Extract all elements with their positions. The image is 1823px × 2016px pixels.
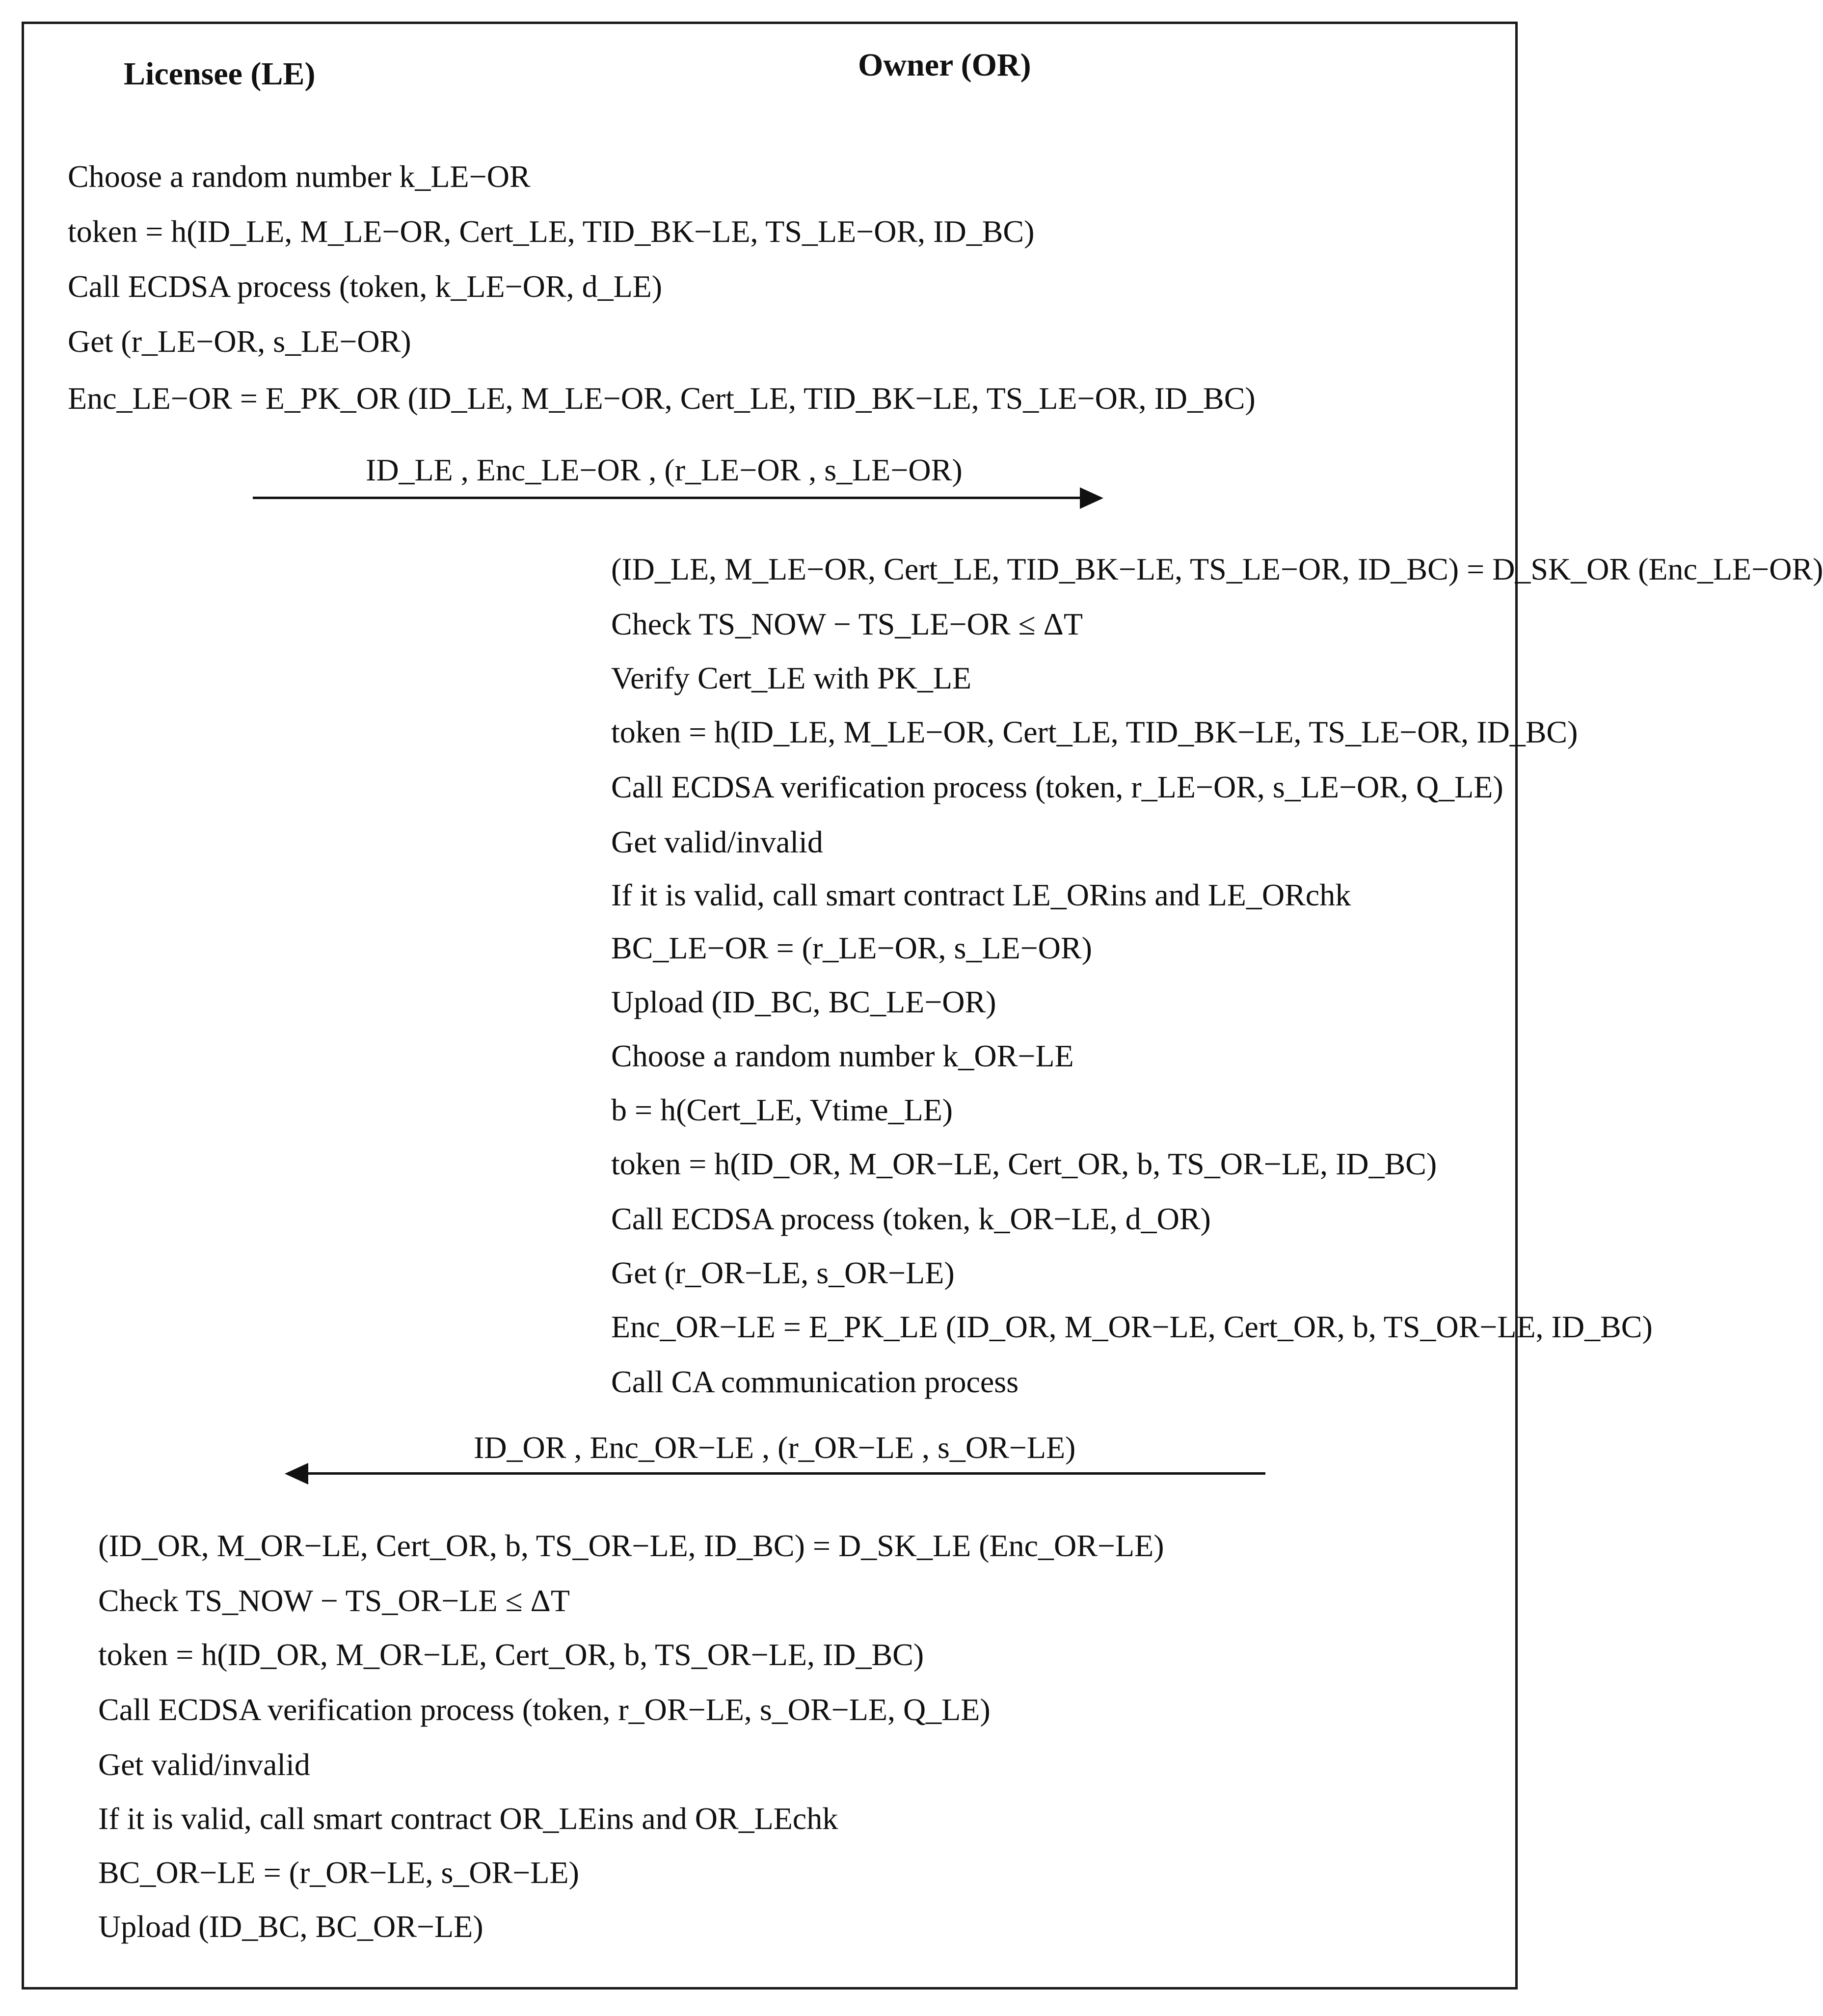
le-final-step-7: BC_OR−LE = (r_OR−LE, s_OR−LE) — [98, 1855, 579, 1890]
le-step-3: Call ECDSA process (token, k_LE−OR, d_LE) — [68, 269, 663, 304]
or-step-6: Get valid/invalid — [611, 824, 823, 859]
message-or-to-le-label: ID_OR , Enc_OR−LE , (r_OR−LE , s_OR−LE) — [474, 1430, 1076, 1465]
le-final-step-8: Upload (ID_BC, BC_OR−LE) — [98, 1909, 483, 1944]
or-step-9: Upload (ID_BC, BC_LE−OR) — [611, 984, 996, 1019]
owner-header: Owner (OR) — [858, 47, 1031, 83]
or-step-12: token = h(ID_OR, M_OR−LE, Cert_OR, b, TS_OR−LE, ID_BC) — [611, 1146, 1437, 1181]
le-final-step-5: Get valid/invalid — [98, 1747, 310, 1782]
le-step-2: token = h(ID_LE, M_LE−OR, Cert_LE, TID_BK−LE, TS_LE−OR, ID_BC) — [68, 214, 1035, 249]
licensee-header: Licensee (LE) — [124, 56, 316, 92]
or-step-2: Check TS_NOW − TS_LE−OR ≤ ΔT — [611, 607, 1083, 641]
arrow-le-to-or-shaft — [253, 497, 1087, 499]
or-step-16: Call CA communication process — [611, 1364, 1019, 1399]
or-step-3: Verify Cert_LE with PK_LE — [611, 661, 972, 695]
arrow-or-to-le-shaft — [304, 1472, 1265, 1475]
le-final-step-3: token = h(ID_OR, M_OR−LE, Cert_OR, b, TS_OR−LE, ID_BC) — [98, 1637, 924, 1672]
or-step-4: token = h(ID_LE, M_LE−OR, Cert_LE, TID_BK−LE, TS_LE−OR, ID_BC) — [611, 715, 1578, 749]
le-step-5: Enc_LE−OR = E_PK_OR (ID_LE, M_LE−OR, Cert_LE, TID_BK−LE, TS_LE−OR, ID_BC) — [68, 381, 1256, 416]
message-le-to-or-label: ID_LE , Enc_LE−OR , (r_LE−OR , s_LE−OR) — [366, 452, 963, 487]
le-step-4: Get (r_LE−OR, s_LE−OR) — [68, 324, 411, 359]
le-final-step-6: If it is valid, call smart contract OR_LEins and OR_LEchk — [98, 1801, 838, 1836]
le-final-step-2: Check TS_NOW − TS_OR−LE ≤ ΔT — [98, 1583, 570, 1618]
or-step-7: If it is valid, call smart contract LE_ORins and LE_ORchk — [611, 877, 1351, 912]
le-final-step-1: (ID_OR, M_OR−LE, Cert_OR, b, TS_OR−LE, ID_BC) = D_SK_LE (Enc_OR−LE) — [98, 1528, 1164, 1563]
arrow-or-to-le-head — [285, 1463, 308, 1485]
or-step-15: Enc_OR−LE = E_PK_LE (ID_OR, M_OR−LE, Cert_OR, b, TS_OR−LE, ID_BC) — [611, 1309, 1653, 1344]
arrow-le-to-or-head — [1080, 487, 1103, 509]
le-step-1: Choose a random number k_LE−OR — [68, 159, 531, 194]
or-step-8: BC_LE−OR = (r_LE−OR, s_LE−OR) — [611, 930, 1092, 965]
le-final-step-4: Call ECDSA verification process (token, r_OR−LE, s_OR−LE, Q_LE) — [98, 1692, 991, 1727]
or-step-10: Choose a random number k_OR−LE — [611, 1038, 1074, 1073]
or-step-1: (ID_LE, M_LE−OR, Cert_LE, TID_BK−LE, TS_LE−OR, ID_BC) = D_SK_OR (Enc_LE−OR) — [611, 552, 1823, 586]
or-step-13: Call ECDSA process (token, k_OR−LE, d_OR) — [611, 1201, 1211, 1236]
or-step-11: b = h(Cert_LE, Vtime_LE) — [611, 1092, 953, 1127]
or-step-5: Call ECDSA verification process (token, r_LE−OR, s_LE−OR, Q_LE) — [611, 769, 1503, 804]
or-step-14: Get (r_OR−LE, s_OR−LE) — [611, 1255, 955, 1290]
